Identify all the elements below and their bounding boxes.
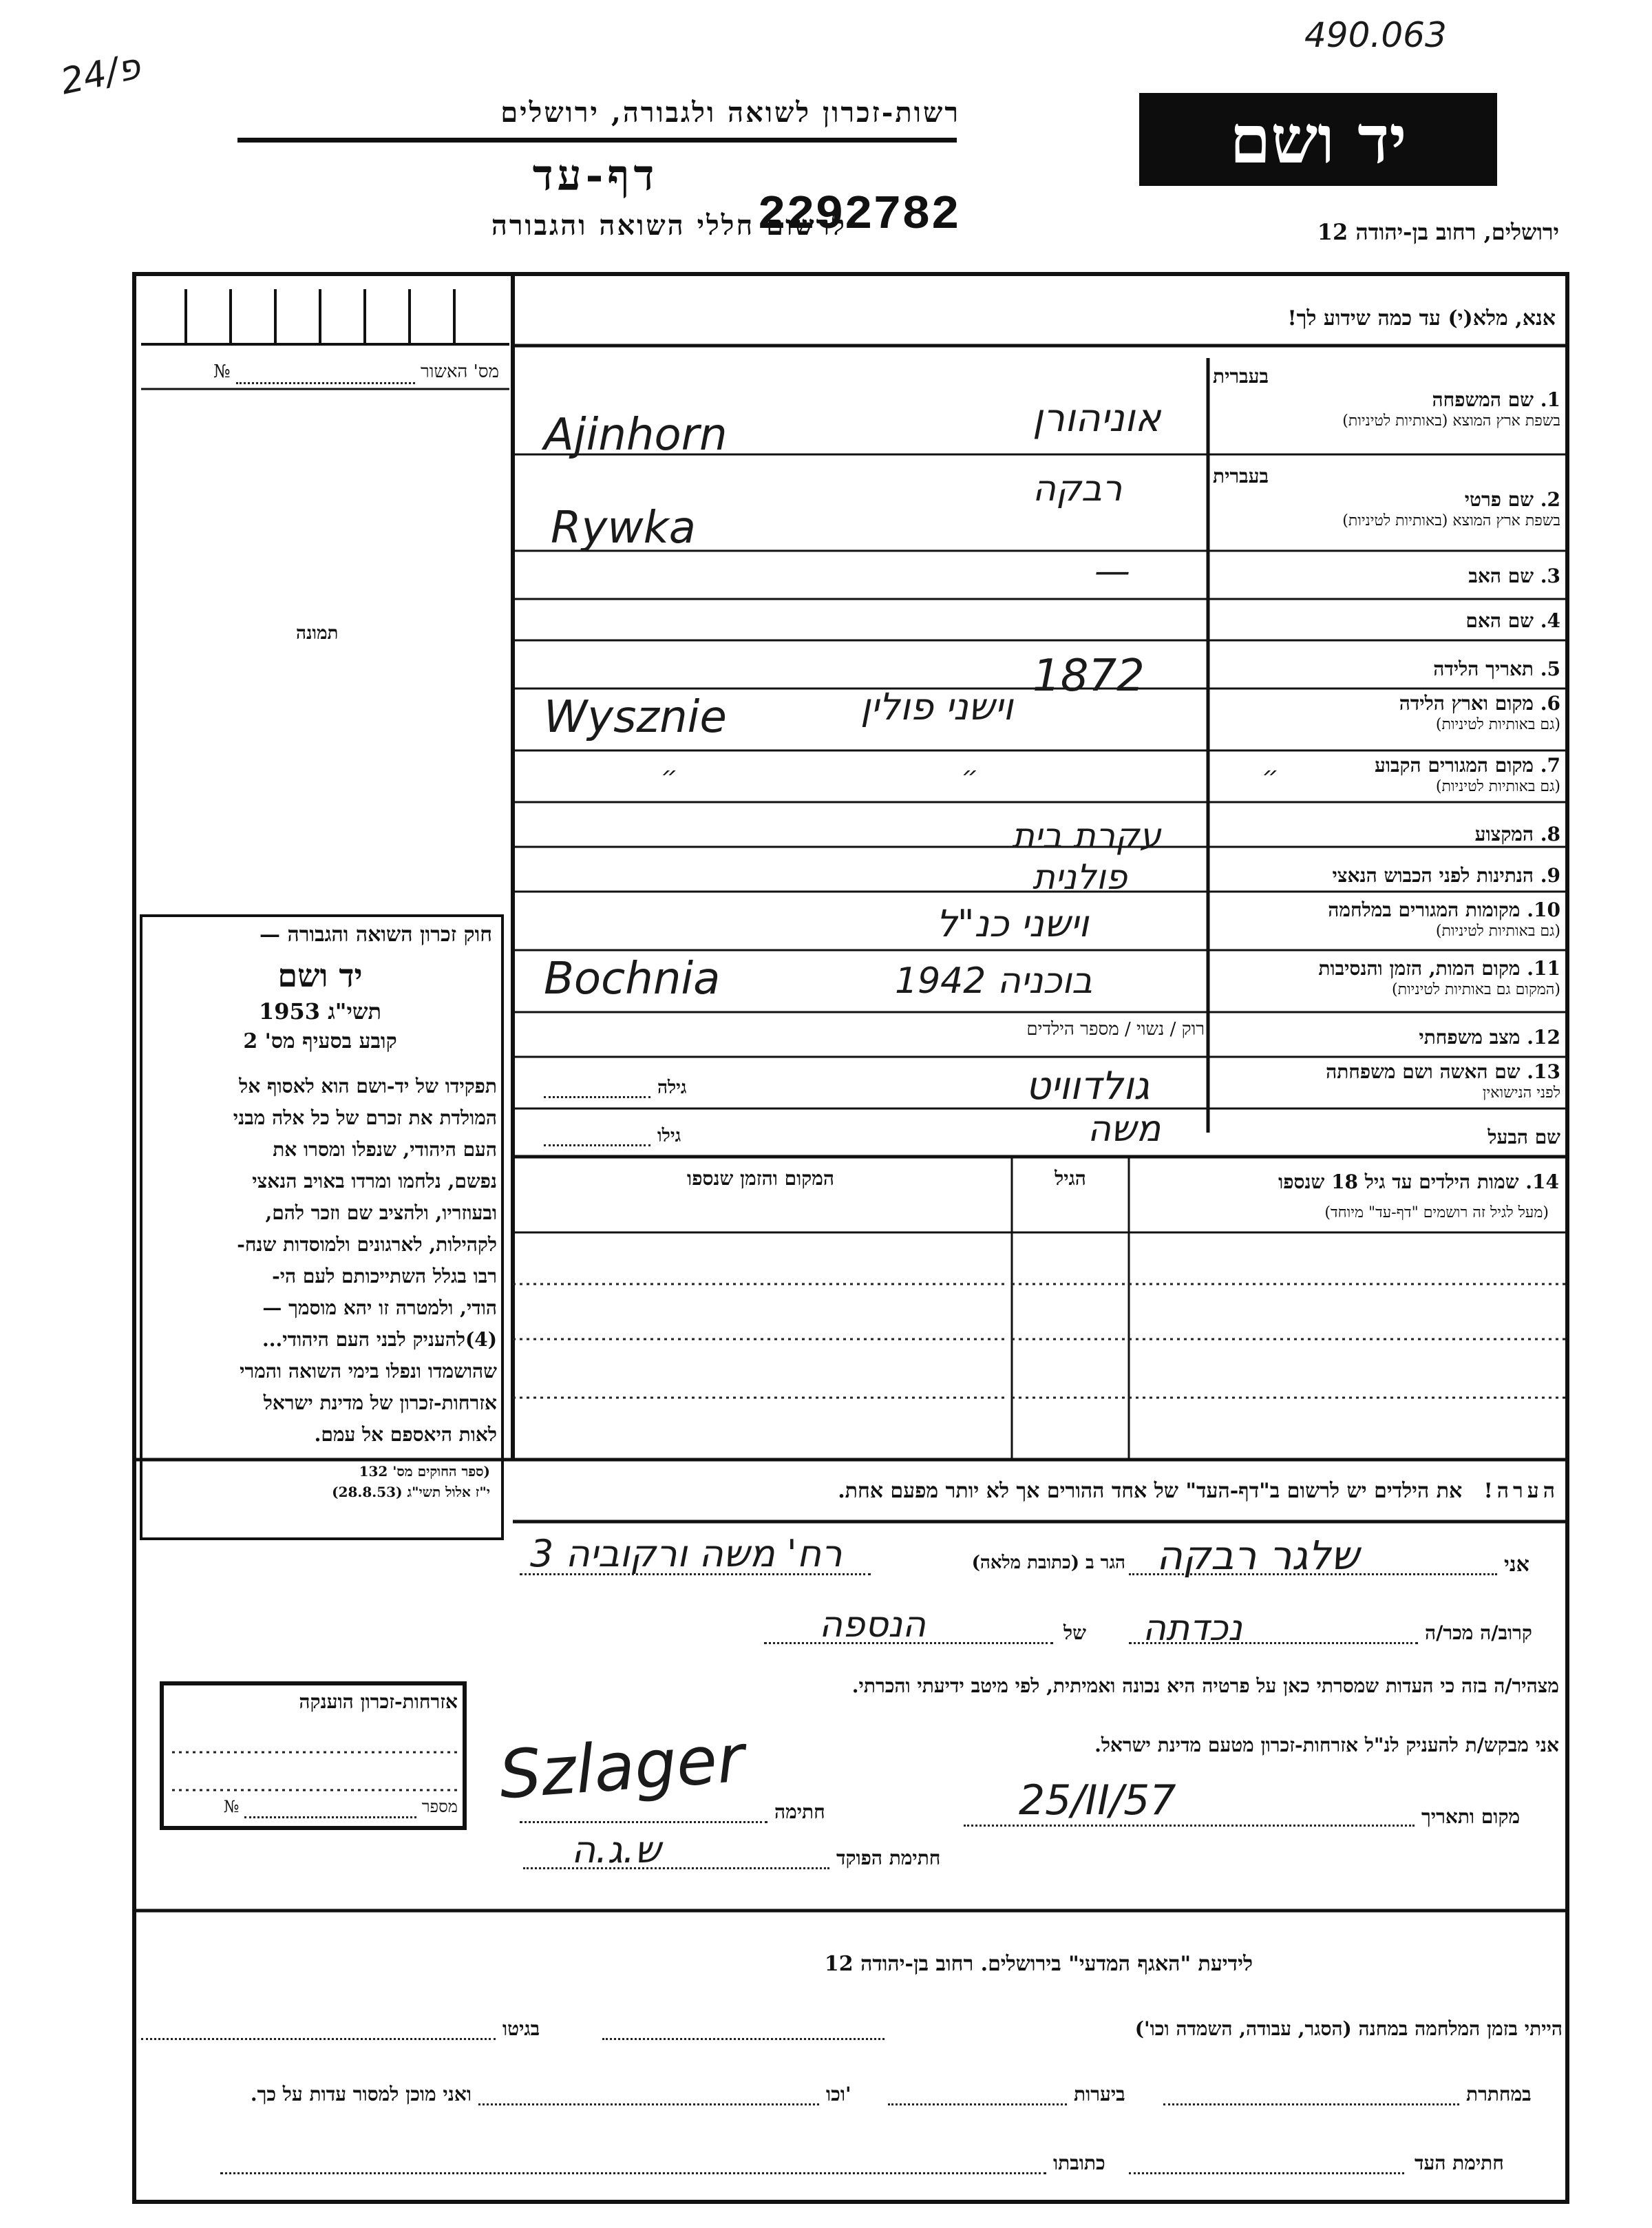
children-label: 14. שמות הילדים עד גיל 18 שנספו xyxy=(1278,1170,1559,1193)
field-10-name: מקומות המגורים במלחמה xyxy=(1328,898,1521,921)
field-5-number: 5. xyxy=(1540,658,1560,680)
approval-label: מס' האשור xyxy=(420,361,499,382)
law-line: נפשם, נלחמו ומרדו באויב הנאצי xyxy=(252,1170,497,1192)
death-place-latin-value: Bochnia xyxy=(544,954,721,1005)
wife-age-label: גילה xyxy=(657,1078,687,1098)
photo-label: תמונה xyxy=(296,623,339,644)
memorial-number-label: מספר xyxy=(421,1797,458,1816)
wife-name-value: גולדוויט xyxy=(1026,1064,1150,1108)
archive-number: 490.063 xyxy=(1304,15,1447,55)
field-8-name: המקצוע xyxy=(1474,823,1534,845)
declaration-statement: מצהיר/ה בזה כי העדות שמסרתי כאן על פרטיה היא נכונה ואמיתית, לפי מיטב ידיעתי והכרתי. xyxy=(851,1674,1559,1697)
birthplace-latin-value: Wysznie xyxy=(544,692,727,743)
field-9-number: 9. xyxy=(1540,864,1560,887)
note-line xyxy=(520,1479,1559,1503)
field-5-label xyxy=(1213,658,1560,681)
field-3-name: שם האב xyxy=(1468,565,1534,587)
surname-hebrew-value: אוניהורן xyxy=(1032,396,1161,441)
field-10-label xyxy=(1213,898,1560,940)
children-sub: (מעל לגיל זה רושמים "דף-עד" מיוחד) xyxy=(1324,1204,1549,1221)
memorial-no-sign: № xyxy=(223,1797,240,1816)
field-1-name: שם המשפחה xyxy=(1432,388,1534,411)
research-ghetto-label: בגיטו xyxy=(502,2017,540,2040)
field-13-name: שם האשה ושם משפחתה xyxy=(1326,1060,1521,1083)
signature-value: Szlager xyxy=(496,1719,747,1814)
field-1-label xyxy=(1213,365,1560,430)
research-witness-signature-line xyxy=(1129,2172,1404,2174)
address-value: רח' משה ורקוביה 3 xyxy=(530,1532,843,1575)
wife-age-line xyxy=(544,1095,650,1098)
form-subtitle: לרשום חללי השואה והגבורה xyxy=(491,209,847,242)
law-line: העם היהודי, שנפלו ומסרו את xyxy=(273,1138,497,1161)
logo-text: יד ושם xyxy=(1229,101,1407,178)
children-col-age: הגיל xyxy=(1055,1167,1086,1190)
law-line: ובעוזריו, ולהציב שם וזכר להם, xyxy=(265,1201,497,1224)
authority-name: רשות-זכרון לשואה ולגבורה, ירושלים xyxy=(500,96,960,129)
law-year: תשי"ג 1953 xyxy=(259,998,381,1024)
husband-age-label: גילו xyxy=(657,1126,681,1146)
field-4-label xyxy=(1213,609,1560,633)
form-title: דף-עד xyxy=(532,150,659,200)
law-line: הודי, ולמטרה זו יהא מוסמך — xyxy=(262,1296,497,1319)
relation-label: קרוב/ה מכר/ה xyxy=(1425,1621,1532,1644)
law-line: לאות היאספם אל עמם. xyxy=(314,1423,497,1446)
law-name: יד ושם xyxy=(277,957,363,994)
of-value: הנספה xyxy=(819,1604,926,1646)
field-5-name: תאריך הלידה xyxy=(1433,658,1534,680)
field-2-lang: בעברית xyxy=(1213,465,1269,487)
field-12-number: 12. xyxy=(1527,1026,1560,1049)
place-date-line xyxy=(964,1825,1415,1827)
law-line: אזרחות-זכרון של מדינת ישראל xyxy=(263,1391,497,1414)
relation-value: נכדתה xyxy=(1143,1608,1242,1649)
approval-no-sign: № xyxy=(213,361,231,382)
law-line: רבו בגלל השתייכותם לעם הי- xyxy=(272,1265,497,1288)
death-place-hebrew-value: בוכניה 1942 xyxy=(895,960,1093,1002)
address-label: הגר ב (כתובת מלאה) xyxy=(971,1553,1125,1573)
father-name-value: — xyxy=(1094,551,1130,592)
official-signature-line xyxy=(523,1867,829,1869)
surname-latin-value: Ajinhorn xyxy=(544,410,728,461)
law-clause: קובע בסעיף מס' 2 xyxy=(243,1029,397,1053)
place-date-label: מקום ותאריך xyxy=(1421,1805,1521,1828)
law-title: חוק זכרון השואה והגבורה — xyxy=(260,923,492,947)
field-7-sub: (גם באותיות לטיניות) xyxy=(1435,778,1560,795)
wartime-residence-value: וישני כנ"ל xyxy=(936,902,1089,945)
field-13-label xyxy=(1213,1060,1560,1102)
research-camp-label: הייתי בזמן המלחמה במחנה (הסגר, עבודה, השמדה וכו') xyxy=(1134,2017,1563,2040)
law-text xyxy=(146,1071,497,1451)
field-13-sub: לפני הנישואין xyxy=(1482,1084,1560,1102)
research-forests-label: ביערות xyxy=(1074,2083,1125,2105)
marital-status-options: רוק / נשוי / מספר הילדים xyxy=(1026,1019,1205,1040)
law-ref-1: (ספר החוקים מס' 132 xyxy=(359,1463,490,1480)
citizenship-request: אני מבקש/ת להעניק לנ"ל אזרחות-זכרון מטעם מדינת ישראל. xyxy=(1094,1734,1559,1756)
research-address-label: כתובתו xyxy=(1053,2152,1105,2174)
field-7-number: 7. xyxy=(1540,754,1560,777)
declarant-label: אני xyxy=(1504,1553,1529,1577)
declarant-name-value: שלגר רבקה xyxy=(1156,1532,1359,1579)
place-date-value: 25/II/57 xyxy=(1019,1776,1176,1825)
field-4-name: שם האם xyxy=(1465,609,1534,632)
field-10-sub: (גם באותיות לטיניות) xyxy=(1435,923,1560,940)
husband-age-line xyxy=(544,1143,650,1146)
profession-value: עקרת בית xyxy=(1012,816,1161,856)
field-11-name: מקום המות, הזמן והנסיבות xyxy=(1318,957,1521,980)
field-2-name: שם פרטי xyxy=(1464,488,1534,511)
field-12-label xyxy=(1213,1026,1560,1049)
field-6-label xyxy=(1213,692,1560,733)
field-1-sub: בשפת ארץ המוצא (באותיות לטיניות) xyxy=(1342,412,1560,430)
research-underground-label: במחתרת xyxy=(1466,2083,1532,2105)
children-col-place: המקום והזמן שנספו xyxy=(687,1167,834,1190)
field-8-number: 8. xyxy=(1540,823,1560,845)
field-1-lang: בעברית xyxy=(1213,365,1269,388)
signature-label: חתימה xyxy=(774,1800,825,1823)
nationality-value: פולנית xyxy=(1032,857,1127,897)
field-6-number: 6. xyxy=(1540,692,1560,715)
field-9-label xyxy=(1213,864,1560,887)
field-7-name: מקום המגורים הקבוע xyxy=(1375,754,1534,777)
research-testimony-label: ואני מוכן למסור עדות על כך. xyxy=(250,2083,472,2105)
field-11-label xyxy=(1213,957,1560,998)
field-9-name: הנתינות לפני הכבוש הנאצי xyxy=(1332,864,1534,887)
field-2-number: 2. xyxy=(1540,488,1560,511)
official-signature-label: חתימת הפוקד xyxy=(836,1847,941,1869)
field-11-sub: (המקום גם באותיות לטיניות) xyxy=(1392,981,1560,998)
husband-name-value: משה xyxy=(1088,1108,1161,1150)
memorial-box-number xyxy=(169,1797,458,1818)
approval-number xyxy=(155,361,499,384)
birthplace-hebrew-value: וישני פולין xyxy=(860,685,1013,728)
firstname-hebrew-value: רבקה xyxy=(1032,468,1123,509)
research-underground-line xyxy=(1163,2103,1459,2105)
law-ref-2: י"ז אלול תשי"ג (28.8.53) xyxy=(332,1484,490,1500)
handwritten-page-number: 24/פ xyxy=(57,45,145,103)
field-2-sub: בשפת ארץ המוצא (באותיות לטיניות) xyxy=(1342,512,1560,529)
research-forests-line xyxy=(888,2103,1067,2105)
firstname-latin-value: Rywka xyxy=(551,503,696,554)
field-4-number: 4. xyxy=(1540,609,1560,632)
research-etc-label: וכו' xyxy=(826,2083,851,2105)
field-6-sub: (גם באותיות לטיניות) xyxy=(1435,716,1560,733)
field-3-label xyxy=(1213,565,1560,588)
law-line: שהושמדו ונפלו בימי השואה והמרי xyxy=(240,1360,497,1383)
research-etc-line xyxy=(478,2103,819,2105)
memorial-box-title: אזרחות-זכרון הוענקה xyxy=(299,1690,458,1713)
law-line: (4)להעניק לבני העם היהודי... xyxy=(262,1328,497,1351)
law-line: המולדת את זכרם של כל אלה מבני xyxy=(233,1106,497,1129)
field-11-number: 11. xyxy=(1527,957,1560,980)
note-text: את הילדים יש לרשום ב"דף-העד" של אחד ההורים אך לא יותר מפעם אחת. xyxy=(838,1479,1463,1503)
field-2-label xyxy=(1213,465,1560,529)
field-3-number: 3. xyxy=(1540,565,1560,587)
field-6-name: מקום וארץ הלידה xyxy=(1399,692,1534,715)
husband-name-label: שם הבעל xyxy=(1487,1126,1560,1148)
of-label: של xyxy=(1063,1621,1086,1644)
note-label: הערה! xyxy=(1483,1479,1559,1503)
field-13-number: 13. xyxy=(1527,1060,1560,1083)
residence-value: ״ ״ ״ xyxy=(661,761,1417,791)
form-number: 2292782 xyxy=(757,189,960,243)
field-10-number: 10. xyxy=(1527,898,1560,921)
field-12-name: מצב משפחתי xyxy=(1419,1026,1521,1049)
official-signature-value: ש.ג.ה xyxy=(571,1828,661,1871)
signature-line xyxy=(520,1821,767,1823)
law-line: לקהילות, לארגונים ולמוסדות שנח- xyxy=(237,1233,497,1256)
research-ghetto-line xyxy=(141,2038,496,2040)
birth-date-value: 1872 xyxy=(1032,651,1145,702)
law-line: תפקידו של יד-ושם הוא לאסוף אל xyxy=(239,1075,497,1097)
logo-address: ירושלים, רחוב בן-יהודה 12 xyxy=(1317,219,1559,245)
research-camp-line xyxy=(602,2038,885,2040)
research-title: לידיעת "האגף המדעי" בירושלים. רחוב בן-יהודה 12 xyxy=(824,1952,1253,1976)
intro-instruction: אנא, מלא(י) עד כמה שידוע לך! xyxy=(1287,306,1556,330)
field-1-number: 1. xyxy=(1540,388,1560,411)
research-address-line xyxy=(220,2172,1046,2174)
field-8-label xyxy=(1213,823,1560,846)
research-witness-signature-label: חתימת העד xyxy=(1415,2152,1504,2174)
